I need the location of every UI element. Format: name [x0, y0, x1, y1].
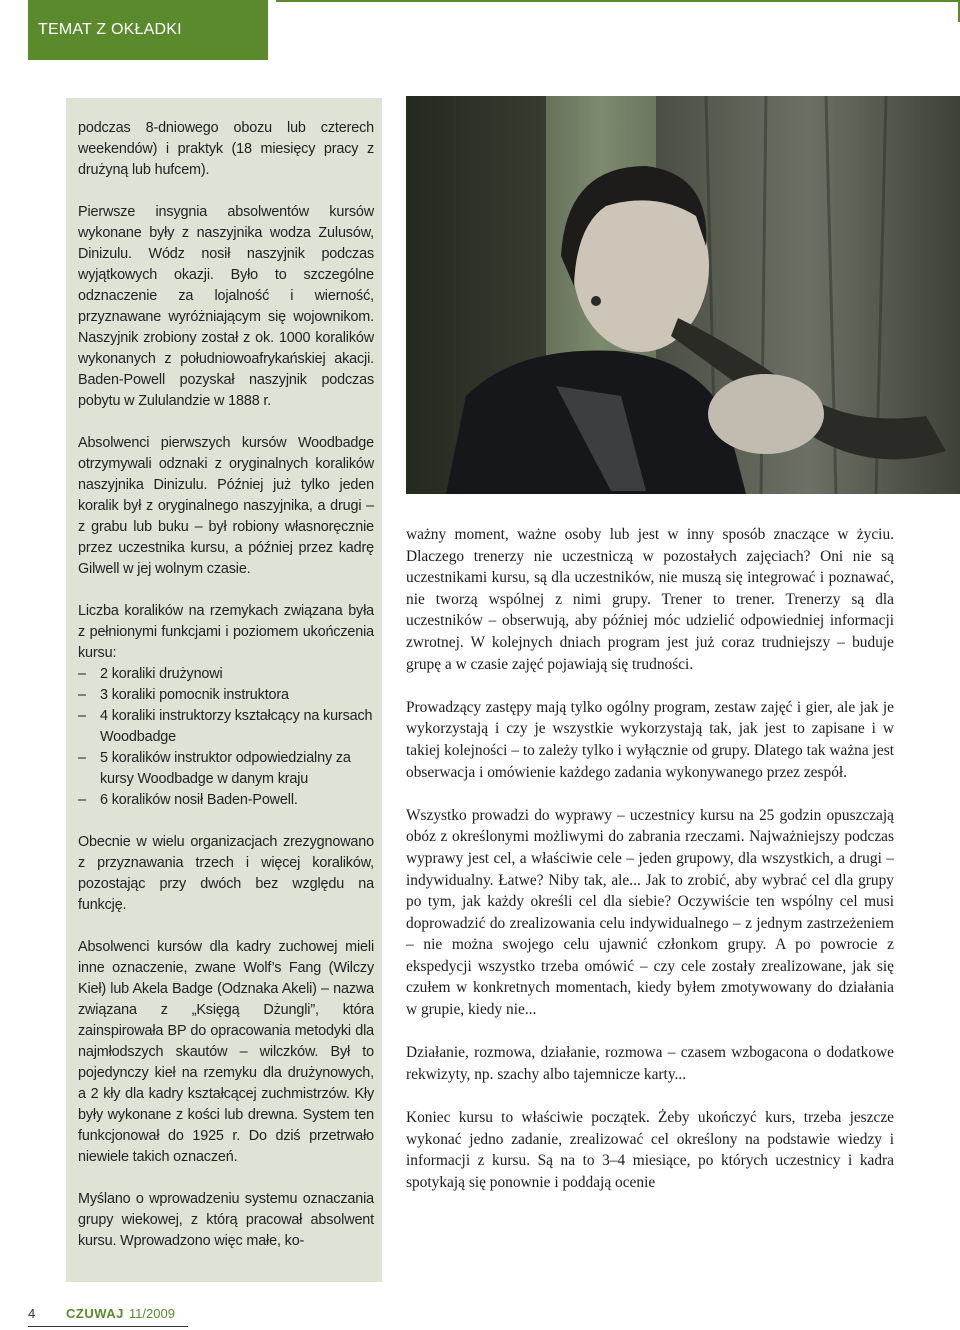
article-photo [406, 96, 960, 494]
sidebar-paragraph: Absolwenci pierwszych kursów Woodbadge otrzymywali odznaki z oryginalnych koralików naszyjnika Dinizulu. Później już tylko jeden koralik był z oryginalnego naszyjnika, a drugi – z grabu lub buku – był robiony własnoręcznie przez uczestnika kursu, a później przez kadrę Gilwell w jej wolnym czasie. [78, 435, 374, 577]
sidebar-paragraph: Liczba koralików na rzemykach związana była z pełnionymi funkcjami i poziomem ukończenia kursu: [78, 603, 374, 661]
list-item [78, 748, 374, 790]
page-number: 4 [28, 1306, 36, 1321]
earring [591, 296, 601, 306]
list-dash: – [78, 750, 86, 766]
list-item [78, 790, 374, 811]
list-dash: – [78, 708, 86, 724]
article-paragraph: Wszystko prowadzi do wyprawy – uczestnicy kursu na 25 godzin opuszczają obóz z określonymi możliwymi do zabrania rzeczami. Najważniejszy podczas wyprawy jest cel, a właściwie cele – jeden grupowy, dla wszystkich, a drugi – indywidualny. Łatwe? Niby tak, ale... Jak to zrobić, aby wybrać cel dla grupy po tym, jak każdy określi cel dla siebie? Oczywiście ten wspólny cel musi doprowadzić do zrealizowania celu indywidualnego – z jednym zastrzeżeniem – nie można swojego celu ujawnić członkom grupy. A po powrocie z ekspedycji wszystko trzeba omówić – czy cele zostały zrealizowane, jak się czułem w konkretnych momentach, kiedy byłem zmotywowany do działania w grupie, kiedy nie... [406, 806, 894, 1019]
list-item-text: 4 koraliki instruktorzy kształcący na kursach Woodbadge [100, 708, 373, 745]
section-header [28, 0, 268, 60]
list-dash: – [78, 687, 86, 703]
list-item-text: 3 koraliki pomocnik instruktora [100, 687, 289, 703]
bead-count-list [78, 664, 374, 811]
person-hand [708, 374, 824, 454]
header-frame-rule [276, 0, 960, 22]
issue-number: 11/2009 [128, 1306, 175, 1321]
sidebar-paragraph: podczas 8-dniowego obozu lub czterech weekendów) i praktyk (18 miesięcy pracy z drużyną lub hufcem). [78, 120, 374, 178]
scout-horn-illustration [406, 96, 960, 494]
sidebar-paragraph: Myślano o wprowadzeniu systemu oznaczania grupy wiekowej, z którą pracował absolwent kursu. Wprowadzono więc małe, ko- [78, 1191, 374, 1249]
list-item [78, 685, 374, 706]
sidebar-paragraph: Pierwsze insygnia absolwentów kursów wykonane były z naszyjnika wodza Zulusów, Dinizulu. Wódz nosił naszyjnik podczas wyjątkowych okazji. Było to szczególne odznaczenie za lojalność i wierność, przyznawane wyróżniającym się wojownikom. Naszyjnik zrobiony został z ok. 1000 koralików wykonanych z południowoafrykańskiej akacji. Baden-Powell pozyskał naszyjnik podczas pobytu w Zululandzie w 1888 r. [78, 204, 374, 409]
list-item-text: 2 koraliki drużynowi [100, 666, 223, 682]
page-footer [28, 1306, 175, 1328]
article-paragraph: ważny moment, ważne osoby lub jest w inny sposób znaczące w życiu. Dlaczego trenerzy nie uczestniczą w pozostałych zajęciach? Oni nie są uczestnikami kursu, są dla uczestników, nie muszą się integrować i poznawać, nie tworzą wspólnej z nimi grupy. Trener to trener. Trenerzy są dla uczestników – obserwują, aby później móc udzielić odpowiedniej informacji zwrotnej. W kolejnych dniach program jest już coraz trudniejszy – buduje grupę a w czasie zajęć pojawiają się trudności. [406, 526, 894, 673]
list-dash: – [78, 792, 86, 808]
list-item-text: 6 koralików nosił Baden-Powell. [100, 792, 298, 808]
magazine-name: CZUWAJ [66, 1306, 124, 1321]
article-paragraph: Działanie, rozmowa, działanie, rozmowa – czasem wzbogacona o dodatkowe rekwizyty, np. szachy albo tajemnicze karty... [406, 1044, 894, 1083]
sidebar-paragraph: Absolwenci kursów dla kadry zuchowej mieli inne oznaczenie, zwane Wolf’s Fang (Wilczy Kieł) lub Akela Badge (Odznaka Akeli) – nazwa związana z „Księgą Dżungli”, która zainspirowała BP do opracowania metodyki dla najmłodszych skautów – wilczków. Był to pojedynczy kieł na rzemyku dla drużynowych, a 2 kły dla kadry kształcącej zuchmistrzów. Kły były wykonane z kości lub drewna. System ten funkcjonował do 1925 r. Do dziś przetrwało niewiele takich oznaczeń. [78, 939, 374, 1165]
list-dash: – [78, 666, 86, 682]
article-paragraph: Prowadzący zastępy mają tylko ogólny program, zestaw zajęć i gier, ale jak je wykorzystają i czy je wszystkie wykorzystają tak, jak jest to zapisane i w takiej kolejności – to zależy tylko i wyłącznie od grupy. Dlatego tak ważna jest obserwacja i omówienie każdego zadania wykonywanego przez zespół. [406, 698, 894, 781]
footer-rule [28, 1326, 188, 1327]
list-item-text: 5 koralików instruktor odpowiedzialny za kursy Woodbadge w danym kraju [100, 750, 351, 787]
list-item [78, 706, 374, 748]
section-title: TEMAT Z OKŁADKI [38, 21, 182, 38]
list-item [78, 664, 374, 685]
article-paragraph: Koniec kursu to właściwie początek. Żeby ukończyć kurs, trzeba jeszcze wykonać jedno zadanie, zrealizować cel określony na podstawie wiedzy i informacji z kursu. Są na to 3–4 miesiące, po których uczestnicy i kadra spotykają się ponownie i poddają ocenie [406, 1109, 894, 1191]
main-article-text [406, 524, 894, 1215]
sidebar-paragraph: Obecnie w wielu organizacjach zrezygnowano z przyznawania trzech i więcej koralików, pozostając przy dwóch bez względu na funkcję. [78, 834, 374, 913]
sidebar-text [78, 118, 374, 1252]
